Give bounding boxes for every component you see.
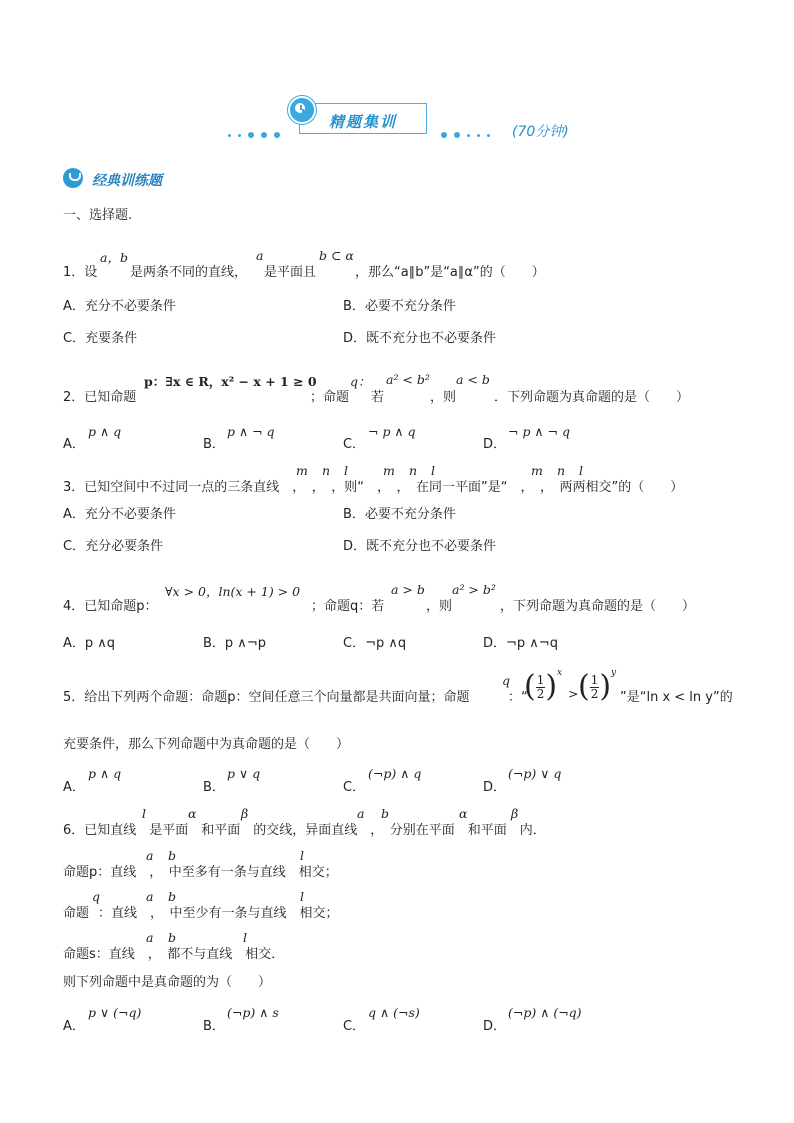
q5-option-c-label: C．	[343, 780, 366, 795]
q1-t3: ，那么“a∥b”是“a∥α”的（ ）	[355, 265, 545, 280]
q6-alpha-2: α	[459, 806, 468, 821]
header-time: (70分钟)	[512, 124, 569, 140]
q4-num: 4．已知命题p：	[63, 599, 158, 614]
q5-option-b-label: B．	[203, 780, 225, 795]
q6-b-1: b	[381, 806, 390, 821]
q2-option-b: p ∧ ¬ q	[227, 424, 275, 439]
q5-expr-right: ( $\frac{1}{2}$)	[578, 669, 612, 704]
q6-a-4: a	[146, 930, 154, 945]
q2-t3: ，则	[430, 390, 457, 405]
q6-p-line: 命题p：直线 ， 中至多有一条与直线 相交；	[63, 865, 338, 880]
q5-num: 5．给出下列两个命题：命题p：空间任意三个向量都是共面向量；命题	[63, 690, 470, 705]
q3-n3: n	[557, 463, 566, 478]
q4-option-a: A．p ∧q	[63, 636, 116, 651]
q3-text: 3．已知空间中不过同一点的三条直线 ， ， ，则“ ， ， 在同一平面”是“ ， ， 两两相交”的（ ）	[63, 480, 684, 495]
header-banner	[299, 103, 427, 134]
q3-n2: n	[409, 463, 418, 478]
q4-t1: ；命题q：若	[311, 599, 385, 614]
q6-b-2: b	[168, 848, 177, 863]
q3-l2: l	[431, 463, 435, 478]
q5-t1: ：“	[508, 690, 528, 705]
q1-t2: 是平面且	[264, 265, 317, 280]
q6-option-d: (¬p) ∧ (¬q)	[508, 1005, 582, 1020]
q6-l-1: l	[142, 806, 146, 821]
q6-option-a: p ∨ (¬q)	[88, 1005, 142, 1020]
q1-a: a	[256, 248, 264, 263]
q5-frac-den-2: 2	[590, 686, 599, 701]
q6-option-b-label: B．	[203, 1019, 225, 1034]
q3-option-d: D．既不充分也不必要条件	[343, 539, 497, 554]
q5-frac-num-2: 1	[590, 672, 599, 687]
q3-l3: l	[579, 463, 583, 478]
q6-option-a-label: A．	[63, 1019, 85, 1034]
q6-a-3: a	[146, 889, 154, 904]
q2-option-d-label: D．	[483, 437, 507, 452]
q6-l-2: l	[300, 848, 304, 863]
q6-q-pre: 命题	[63, 906, 90, 921]
alarm-clock-icon	[288, 96, 316, 124]
q2-option-a-label: A．	[63, 437, 85, 452]
q1-option-d: D．既不充分也不必要条件	[343, 331, 497, 346]
q2-option-d: ¬ p ∧ ¬ q	[508, 424, 570, 439]
q3-m3: m	[531, 463, 543, 478]
q4-option-b: B．p ∧¬p	[203, 636, 266, 651]
q2-c1: a² < b²	[386, 372, 430, 387]
q4-t3: ，下列命题为真命题的是（ ）	[500, 599, 696, 614]
q3-option-a: A．充分不必要条件	[63, 507, 176, 522]
q5-q: q	[502, 673, 511, 688]
q6-option-c: q ∧ (¬s)	[368, 1005, 420, 1020]
q6-q-line: ：直线 ， 中至少有一条与直线 相交；	[98, 906, 339, 921]
q1-ab: a，b	[100, 250, 128, 265]
q6-ask: 则下列命题中是真命题的为（ ）	[63, 975, 272, 990]
q6-option-b: (¬p) ∧ s	[227, 1005, 279, 1020]
q5-option-c: (¬p) ∧ q	[368, 766, 422, 781]
q5-line2: 充要条件，那么下列命题中为真命题的是（ ）	[63, 737, 350, 752]
q5-option-a: p ∧ q	[88, 766, 122, 781]
q5-option-d: (¬p) ∨ q	[508, 766, 562, 781]
q6-option-d-label: D．	[483, 1019, 507, 1034]
q5-frac-num-1: 1	[536, 672, 545, 687]
q4-c1: a > b	[391, 582, 425, 597]
q2-option-c: ¬ p ∧ q	[368, 424, 416, 439]
q6-beta-2: β	[511, 806, 519, 821]
left-dots	[228, 127, 287, 142]
q6-q-var: q	[92, 889, 101, 904]
q6-s-line: 命题s：直线 ， 都不与直线 相交．	[63, 947, 285, 962]
q5-gt: >	[568, 686, 579, 701]
q6-l-3: l	[300, 889, 304, 904]
right-dots	[441, 127, 497, 142]
q6-beta-1: β	[241, 806, 249, 821]
q5-exp-y: y	[611, 668, 617, 678]
header-title: 精题集训	[328, 113, 397, 131]
q2-option-b-label: B．	[203, 437, 225, 452]
q1-num: 1．设	[63, 265, 98, 280]
q5-exp-x: x	[557, 668, 563, 678]
q6-alpha-1: α	[188, 806, 197, 821]
q6-a-1: a	[357, 806, 365, 821]
q6-b-3: b	[168, 889, 177, 904]
q1-t1: 是两条不同的直线，	[130, 265, 248, 280]
q5-frac-den-1: 2	[536, 686, 545, 701]
q2-t1: ；命题	[310, 390, 350, 405]
q1-option-b: B．必要不充分条件	[343, 299, 456, 314]
q6-line1: 6．已知直线 是平面 和平面 的交线，异面直线 ， 分别在平面 和平面 内．	[63, 823, 546, 838]
q6-b-4: b	[168, 930, 177, 945]
q5-option-b: p ∨ q	[227, 766, 261, 781]
q2-c2: a < b	[456, 372, 490, 387]
q6-a-2: a	[146, 848, 154, 863]
q5-t2: ”是“ln x < ln y”的	[620, 690, 733, 705]
q2-num: 2．已知命题	[63, 390, 137, 405]
q3-n1: n	[322, 463, 331, 478]
q6-option-c-label: C．	[343, 1019, 366, 1034]
q3-option-c: C．充分必要条件	[63, 539, 164, 554]
q3-m1: m	[296, 463, 308, 478]
q2-t4: ．下列命题为真命题的是（ ）	[494, 390, 690, 405]
q4-c2: a² > b²	[452, 582, 496, 597]
q4-option-d: D．¬p ∧¬q	[483, 636, 558, 651]
q1-option-a: A．充分不必要条件	[63, 299, 176, 314]
q2-t2: 若	[371, 390, 385, 405]
q5-option-d-label: D．	[483, 780, 507, 795]
q4-p: ∀x > 0，ln(x + 1) > 0	[165, 584, 301, 599]
q2-p: p：∃x ∈ R，x² − x + 1 ≥ 0	[144, 374, 317, 389]
q6-l-4: l	[243, 930, 247, 945]
section-title: 经典训练题	[92, 173, 162, 189]
q3-m2: m	[383, 463, 395, 478]
q4-option-c: C．¬p ∧q	[343, 636, 407, 651]
q2-q: q：	[350, 374, 371, 389]
q5-option-a-label: A．	[63, 780, 85, 795]
q2-option-c-label: C．	[343, 437, 366, 452]
q5-expr-left: ( $\frac{1}{2}$)	[524, 669, 558, 704]
q4-t2: ，则	[426, 599, 453, 614]
q1-option-c: C．充要条件	[63, 331, 138, 346]
q3-option-b: B．必要不充分条件	[343, 507, 456, 522]
q2-option-a: p ∧ q	[88, 424, 122, 439]
trophy-icon	[63, 168, 83, 188]
q1-cond: b ⊂ α	[319, 248, 354, 263]
q3-l1: l	[344, 463, 348, 478]
part-label: 一、选择题.	[63, 208, 133, 223]
